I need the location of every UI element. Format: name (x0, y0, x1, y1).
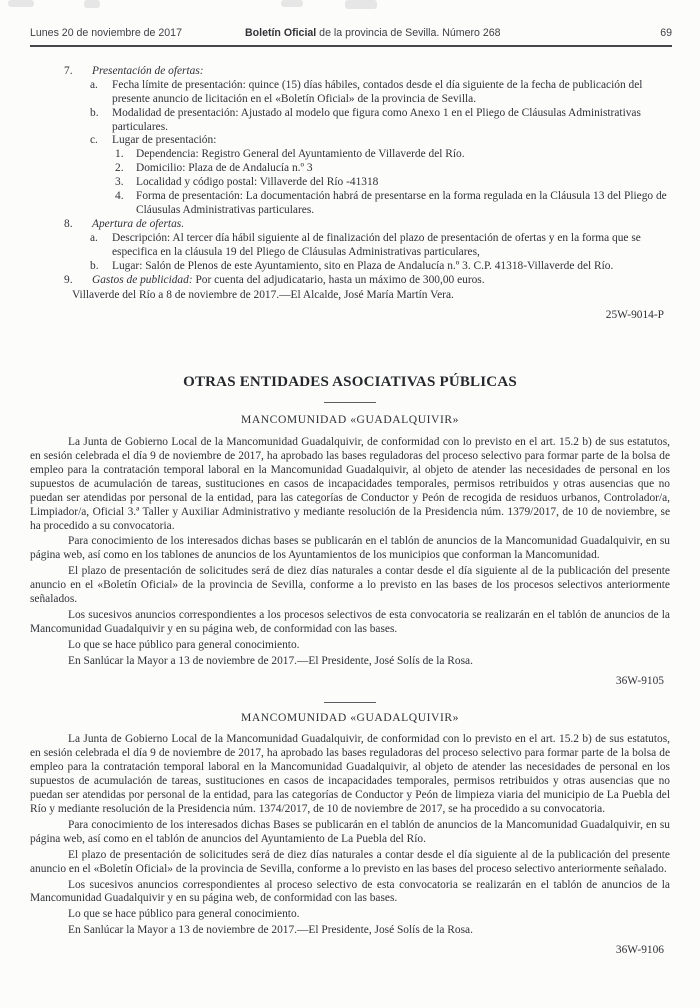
item-text: Dependencia: Registro General del Ayuntamiento de Villaverde del Río. (136, 148, 465, 161)
list-item-7b (30, 107, 670, 135)
list-item-8a (30, 232, 670, 260)
item-text: Localidad y código postal: Villaverde del Río -41318 (136, 176, 379, 189)
section-divider-rule (324, 402, 376, 403)
reference-code: 25W-9014-P (605, 309, 664, 322)
header-date: Lunes 20 de noviembre de 2017 (30, 27, 182, 39)
list-item-8 (30, 218, 670, 232)
section-title: OTRAS ENTIDADES ASOCIATIVAS PÚBLICAS (183, 374, 517, 391)
item-number: 7. (64, 64, 73, 77)
item-letter: b. (90, 259, 99, 272)
bulletin-name: Boletín Oficial (245, 27, 317, 39)
bulletin-subtitle: de la provincia de Sevilla. Número 268 (316, 27, 501, 39)
header-page-number: 69 (660, 27, 672, 39)
item-text: Lugar: Salón de Plenos de este Ayuntamiento, sito en Plaza de Andalucía n.º 3. C.P. 41318-Villaverde del Río. (112, 259, 614, 272)
tender-notice-list (30, 65, 670, 288)
item-letter: a. (90, 231, 98, 244)
item-number: 9. (64, 273, 73, 286)
item-title: Presentación de ofertas: (92, 64, 204, 77)
item-text: Domicilio: Plaza de de Andalucía n.º 3 (136, 162, 313, 175)
item-letter: b. (90, 106, 99, 119)
header-bulletin-title (245, 27, 660, 41)
scan-artifact (345, 0, 377, 9)
item-text: Modalidad de presentación: Ajustado al modelo que figura como Anexo 1 en el Pliego de Cláusulas Administrativas particulares. (112, 106, 641, 133)
announcement-1-paragraph: Para conocimiento de los interesados dichas bases se publicarán en el tablón de anuncios de la Mancomunidad Guadalquivir, en su página web, así como en los tablones de anuncios de los Ayuntamientos de los municipios que conforman la Mancomunidad. (30, 535, 670, 562)
announcement-2-paragraph: La Junta de Gobierno Local de la Mancomunidad Guadalquivir, de conformidad con lo previsto en el art. 15.2 b) de sus estatutos, en sesión celebrada el día 9 de noviembre de 2017, ha aprobado las bases reguladoras del proceso selectivo para formar parte de la bolsa de empleo para la contratación temporal laboral en la Mancomunidad Guadalquivir, al objeto de atender las necesidades de personal en los supuestos de acumulación de tareas, sustituciones en casos de incapacidades temporales, permisos retribuidos y otras ausencias que no puedan ser atendidas por personal de la entidad, para las categorías de Conductor y Peón de limpieza viaria del municipio de La Puebla del Río y mediante resolución de la Presidencia núm. 1374/2017, de 10 de noviembre de 2017, se ha procedido a su convocatoria. (30, 733, 670, 815)
announcement-1-paragraph: La Junta de Gobierno Local de la Mancomunidad Guadalquivir, de conformidad con lo previsto en el art. 15.2 b) de sus estatutos, en sesión celebrada el día 9 de noviembre de 2017, ha aprobado las bases reguladoras del proceso selectivo para formar parte de la bolsa de empleo para la contratación temporal laboral en la Mancomunidad Guadalquivir, al objeto de atender las necesidades de personal en los supuestos de acumulación de tareas, sustituciones en casos de incapacidades temporales, permisos retribuidos y otras ausencias que no puedan ser atendidas por personal de la entidad, para las categorías de Conductor y Peón de recogida de residuos urbanos, Controlador/a, Limpiador/a, Oficial 3.ª Taller y Auxiliar Administrativo y mediante resolución de la Presidencia núm. 1379/2017, de 10 de noviembre, se ha procedido a su convocatoria. (30, 436, 670, 532)
signature-line: Villaverde del Río a 8 de noviembre de 2017.—El Alcalde, José María Martín Vera. (72, 289, 454, 302)
announcement-1-paragraph: El plazo de presentación de solicitudes será de diez días naturales a contar desde el día siguiente al de la publicación del presente anuncio en el «Boletín Oficial» de la provincia de Sevilla, conforme a lo previsto en las bases de los procesos selectivos anteriormente señalados. (30, 565, 670, 606)
list-item-7c (30, 134, 670, 148)
item-number: 2. (115, 162, 124, 175)
item-number: 4. (115, 190, 124, 203)
item-text: Forma de presentación: La documentación habrá de presentarse en la forma regulada en la Cláusula 13 del Pliego de Cláusulas Administrativas particulares. (136, 190, 667, 216)
announcement-divider-rule (324, 702, 376, 703)
scan-artifact (281, 0, 303, 7)
item-text: Descripción: Al tercer día hábil siguiente al de finalización del plazo de presentación de ofertas y en la forma que se especifica en la cláusula 19 del Pliego de Cláusulas Administrativas particulares, (112, 231, 641, 258)
item-text: Fecha límite de presentación: quince (15) días hábiles, contados desde el día siguiente de la fecha de publicación del presente anuncio de licitación en el «Boletín Oficial» de la provincia de Sevilla. (112, 78, 643, 105)
announcement-2-signature: En Sanlúcar la Mayor a 13 de noviembre de 2017.—El Presidente, José Solís de la Rosa. (68, 924, 473, 937)
list-item-9 (30, 274, 670, 288)
item-letter: a. (90, 78, 98, 91)
list-item-7c3 (30, 176, 670, 190)
scan-artifact (84, 0, 100, 8)
item-title-text: Gastos de publicidad: Por cuenta del adjudicatario, hasta un máximo de 300,00 euros. (92, 273, 485, 286)
announcement-1-paragraph: Los sucesivos anuncios correspondientes a los procesos selectivos de esta convocatoria se realizarán en el tablón de anuncios de la Mancomunidad Guadalquivir y en su página web, de conformidad con las bases. (30, 609, 670, 635)
list-item-8b (30, 260, 670, 274)
announcement-2-paragraph: Para conocimiento de los interesados dichas Bases se publicarán en el tablón de anuncios de la Mancomunidad Guadalquivir, en su página web, así como en el tablón de anuncios del Ayuntamiento de La Puebla del Río. (30, 818, 670, 845)
reference-code: 36W-9106 (615, 944, 664, 957)
reference-code: 36W-9105 (615, 674, 664, 687)
list-item-7a (30, 79, 670, 107)
announcement-2-paragraph: Lo que se hace público para general conocimiento. (68, 908, 300, 921)
scan-artifact (8, 0, 34, 7)
announcement-1-heading: MANCOMUNIDAD «GUADALQUIVIR» (240, 413, 460, 427)
item-number: 1. (115, 148, 124, 161)
page-content (30, 65, 670, 958)
item-title: Apertura de ofertas. (92, 217, 185, 230)
announcement-2-paragraph: El plazo de presentación de solicitudes será de diez días naturales a contar desde el día siguiente al de la publicación del presente anuncio en el «Boletín Oficial» de la provincia de Sevilla, conforme a lo previsto en las bases del proceso selectivo anteriormente señalado. (30, 848, 670, 875)
announcement-2-paragraph: Los sucesivos anuncios correspondientes al proceso selectivo de esta convocatoria se realizarán en el tablón de anuncios de la Mancomunidad Guadalquivir y en su página web, de conformidad con las bases. (30, 878, 670, 905)
announcement-1-signature: En Sanlúcar la Mayor a 13 de noviembre de 2017.—El Presidente, José Solís de la Rosa. (68, 654, 473, 667)
list-item-7 (30, 65, 670, 79)
item-letter: c. (90, 134, 98, 147)
list-item-7c1 (30, 148, 670, 162)
announcement-1-paragraph: Lo que se hace público para general conocimiento. (68, 638, 300, 651)
list-item-7c4 (30, 190, 670, 218)
item-number: 8. (64, 217, 73, 230)
item-text: Lugar de presentación: (112, 134, 217, 147)
item-number: 3. (115, 176, 124, 189)
list-item-7c2 (30, 162, 670, 176)
page-header (30, 27, 672, 47)
announcement-2-heading: MANCOMUNIDAD «GUADALQUIVIR» (240, 710, 460, 724)
